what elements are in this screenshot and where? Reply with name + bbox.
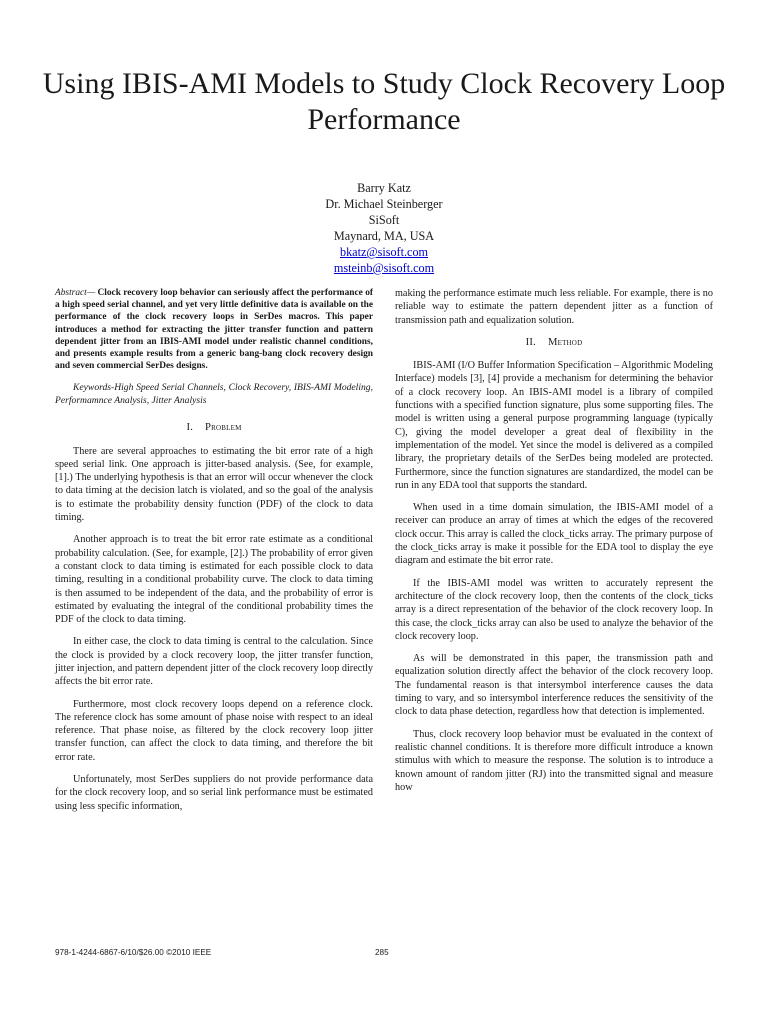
- abstract: [55, 287, 373, 372]
- abstract-lead: Abstract—: [55, 288, 96, 298]
- paragraph: There are several approaches to estimating the bit error rate of a high speed serial link. One approach is jitter-based analysis. (See, for example, [1].) The underlying hypothesis is that an error will occur whenever the clock to data timing at the decision latch is violated, and so the goal of the analysis is to estimate the probability density function (PDF) of the clock to data timing.: [55, 445, 373, 524]
- right-column: [395, 287, 713, 803]
- paragraph-continuation: making the performance estimate much less reliable. For example, there is no reliable way to estimate the pattern dependent jitter as a function of transmission path and equalization solution.: [395, 288, 713, 326]
- paragraph: When used in a time domain simulation, the IBIS-AMI model of a receiver can produce an array of times at which the edges of the recovered clock occur. This array is called the clock_ticks array. The primary purpose of the clock_ticks array is make it possible for the EDA tool to display the eye diagram and estimate the bit error rate.: [395, 502, 713, 567]
- author-location: Maynard, MA, USA: [333, 229, 435, 243]
- left-column: [55, 287, 373, 822]
- paragraph: As will be demonstrated in this paper, the transmission path and equalization solution directly affect the behavior of the clock recovery loop. The fundamental reason is that intersymbol interference causes the data timing to vary, and so intersymbol interference reduces the sensitivity of the clock to data phase detection, regardless how that detection is implemented.: [395, 653, 713, 718]
- section-title: Method: [547, 336, 583, 348]
- paragraph: IBIS-AMI (I/O Buffer Information Specification – Algorithmic Modeling Interface) models [3], [4] provide a mechanism for determining the behavior of a clock recovery loop. An IBIS-AMI model is a library of compiled functions with a specified function signature, plus some supporting files. The model is written using a general purpose programming language (typically C), giving the model developer a great deal of flexibility in the implementation of the model. Yet since the model is delivered as a compiled library, the proprietary details of the SerDes being modeled are protected. Furthermore, since the function signatures are standardized, the model can be run in any EDA tool that supports the standard.: [395, 360, 714, 491]
- section-heading: [55, 421, 373, 434]
- abstract-body: Clock recovery loop behavior can seriously affect the performance of a high speed serial channel, and yet very little definitive data is available on the performance of the clock recovery loops in SerDes macros. This paper introduces a method for extracting the jitter transfer function and pattern dependent jitter from an IBIS-AMI model under realistic channel conditions, and presents example results from a generic bang-bang clock recovery design and seven commercial SerDes designs.: [55, 288, 374, 372]
- paper-title: Using IBIS-AMI Models to Study Clock Recovery Loop Performance: [42, 67, 726, 136]
- author-block: [184, 180, 584, 276]
- section-number: I.: [186, 422, 194, 434]
- section-title: Problem: [205, 422, 242, 434]
- section-heading: [395, 336, 713, 349]
- paragraph: If the IBIS-AMI model was written to accurately represent the architecture of the clock recovery loop, then the contents of the clock_ticks array is a direct representation of the behavior of the clock recovery loop. In this case, the clock_ticks array can also be used to analyze the behavior of the clock recovery loop.: [395, 577, 713, 642]
- page-number: 285: [375, 948, 389, 957]
- author-affiliation: SiSoft: [368, 213, 400, 227]
- author-email-link[interactable]: bkatz@sisoft.com: [339, 245, 429, 259]
- paragraph: In either case, the clock to data timing is central to the calculation. Since the clock is provided by a clock recovery loop, the jitter transfer function, jitter injection, and pattern dependent jitter of the clock recovery loop directly affects the bit error rate.: [55, 636, 373, 688]
- author-email-link[interactable]: msteinb@sisoft.com: [333, 261, 435, 275]
- author-name: Dr. Michael Steinberger: [325, 197, 443, 211]
- paragraph: Another approach is to treat the bit error rate estimate as a conditional probability calculation. (See, for example, [2].) The probability of error given a constant clock to data timing is estimated for each possible clock to data timing, resulting in a conditional probability curve. The clock to data timing is then assumed to be independent of the data, and the probability of error is estimated by evaluating the integral of the conditional probability times the PDF of the clock to data timing.: [55, 534, 373, 626]
- footer-copyright: 978-1-4244-6867-6/10/$26.00 ©2010 IEEE: [55, 948, 212, 957]
- paragraph: Thus, clock recovery loop behavior must be evaluated in the context of realistic channel conditions. It is therefore more difficult introduce a known stimulus with which to measure the response. The solution is to introduce a known amount of random jitter (RJ) into the transmitted signal and measure how: [395, 728, 713, 793]
- section-number: II.: [525, 336, 536, 348]
- paragraph: Unfortunately, most SerDes suppliers do not provide performance data for the clock recovery loop, and so serial link performance must be estimated using less specific information,: [55, 774, 373, 812]
- author-name: Barry Katz: [357, 181, 411, 195]
- keywords: Keywords-High Speed Serial Channels, Clock Recovery, IBIS-AMI Modeling, Performamnce Analysis, Jitter Analysis: [55, 382, 373, 406]
- paragraph: Furthermore, most clock recovery loops depend on a reference clock. The reference clock has some amount of phase noise with respect to an ideal reference. That phase noise, as filtered by the clock recovery loop jitter transfer function, can affect the clock to data timing, and therefore the bit error rate.: [55, 698, 373, 763]
